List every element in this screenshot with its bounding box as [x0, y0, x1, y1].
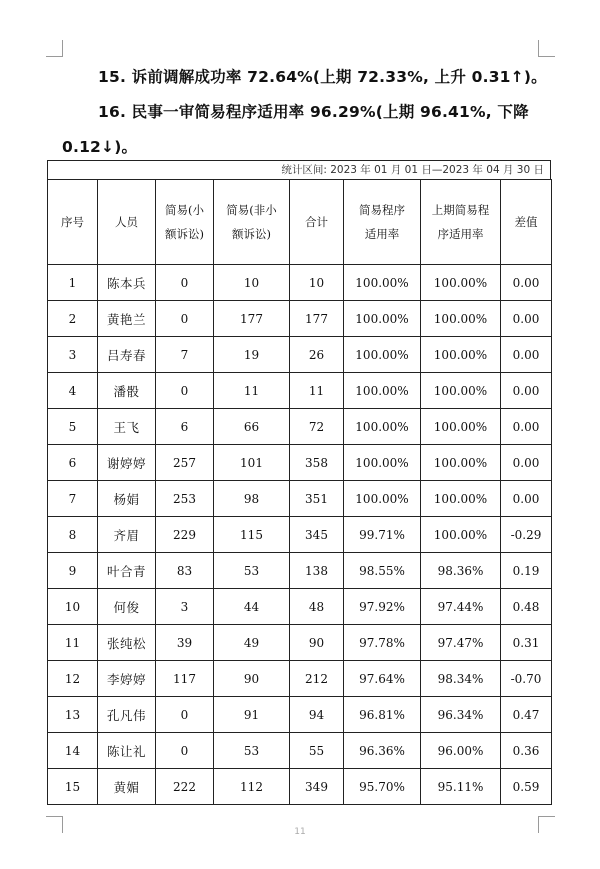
cell-non-small-claims: 44 — [214, 589, 290, 625]
cell-total: 10 — [290, 265, 344, 301]
cell-diff: 0.47 — [501, 697, 552, 733]
cell-diff: 0.00 — [501, 409, 552, 445]
cell-total: 72 — [290, 409, 344, 445]
cell-total: 11 — [290, 373, 344, 409]
cell-non-small-claims: 101 — [214, 445, 290, 481]
cell-non-small-claims: 112 — [214, 769, 290, 805]
cell-small-claims: 253 — [156, 481, 214, 517]
cell-small-claims: 0 — [156, 301, 214, 337]
cell-seq: 6 — [48, 445, 98, 481]
cell-diff: 0.59 — [501, 769, 552, 805]
table-row — [48, 697, 552, 733]
header-prev-rate-line-2: 序适用率 — [437, 227, 484, 241]
cell-prev-rate: 100.00% — [421, 517, 501, 553]
cell-seq: 9 — [48, 553, 98, 589]
header-diff: 差值 — [501, 180, 552, 265]
cell-total: 48 — [290, 589, 344, 625]
cell-prev-rate: 100.00% — [421, 337, 501, 373]
cell-small-claims: 0 — [156, 265, 214, 301]
cell-total: 90 — [290, 625, 344, 661]
header-non-small-claims-line-1: 简易(非小 — [226, 203, 277, 217]
cell-total: 345 — [290, 517, 344, 553]
cell-diff: 0.00 — [501, 481, 552, 517]
table-header-row — [48, 180, 552, 265]
header-person: 人员 — [98, 180, 156, 265]
cell-prev-rate: 95.11% — [421, 769, 501, 805]
cell-seq: 14 — [48, 733, 98, 769]
cell-prev-rate: 100.00% — [421, 445, 501, 481]
cell-non-small-claims: 115 — [214, 517, 290, 553]
crop-mark-top-left — [46, 40, 63, 57]
table-row — [48, 373, 552, 409]
header-rate-line-1: 简易程序 — [359, 203, 405, 217]
cell-rate: 100.00% — [344, 301, 421, 337]
cell-seq: 5 — [48, 409, 98, 445]
cell-seq: 2 — [48, 301, 98, 337]
cell-rate: 97.78% — [344, 625, 421, 661]
cell-total: 138 — [290, 553, 344, 589]
cell-person: 王飞 — [98, 409, 156, 445]
cell-person: 叶合青 — [98, 553, 156, 589]
page-number: 11 — [294, 827, 306, 837]
header-non-small-claims-line-2: 额诉讼) — [232, 227, 271, 241]
cell-diff: 0.19 — [501, 553, 552, 589]
cell-small-claims: 3 — [156, 589, 214, 625]
cell-total: 212 — [290, 661, 344, 697]
cell-rate: 99.71% — [344, 517, 421, 553]
header-total: 合计 — [290, 180, 344, 265]
cell-rate: 100.00% — [344, 265, 421, 301]
cell-diff: 0.00 — [501, 337, 552, 373]
cell-small-claims: 0 — [156, 373, 214, 409]
table-row — [48, 481, 552, 517]
cell-non-small-claims: 91 — [214, 697, 290, 733]
stat-period: 统计区间: 2023 年 01 月 01 日—2023 年 04 月 30 日 — [47, 160, 551, 179]
cell-prev-rate: 96.00% — [421, 733, 501, 769]
cell-small-claims: 222 — [156, 769, 214, 805]
cell-rate: 96.36% — [344, 733, 421, 769]
cell-seq: 3 — [48, 337, 98, 373]
cell-diff: -0.70 — [501, 661, 552, 697]
header-small-claims-line-1: 简易(小 — [165, 203, 204, 217]
cell-rate: 98.55% — [344, 553, 421, 589]
cell-rate: 100.00% — [344, 337, 421, 373]
cell-rate: 100.00% — [344, 409, 421, 445]
cell-small-claims: 7 — [156, 337, 214, 373]
cell-prev-rate: 98.36% — [421, 553, 501, 589]
paragraph-16-line-2: 0.12↓)。 — [62, 138, 138, 156]
cell-total: 26 — [290, 337, 344, 373]
cell-person: 张纯松 — [98, 625, 156, 661]
cell-diff: 0.00 — [501, 301, 552, 337]
cell-diff: 0.00 — [501, 373, 552, 409]
cell-prev-rate: 100.00% — [421, 481, 501, 517]
cell-non-small-claims: 11 — [214, 373, 290, 409]
table-row — [48, 265, 552, 301]
cell-prev-rate: 97.47% — [421, 625, 501, 661]
cell-rate: 95.70% — [344, 769, 421, 805]
cell-prev-rate: 96.34% — [421, 697, 501, 733]
cell-seq: 11 — [48, 625, 98, 661]
table-row — [48, 733, 552, 769]
cell-diff: 0.31 — [501, 625, 552, 661]
header-non-small-claims — [214, 180, 290, 265]
cell-seq: 12 — [48, 661, 98, 697]
cell-small-claims: 0 — [156, 697, 214, 733]
table-row — [48, 301, 552, 337]
cell-prev-rate: 100.00% — [421, 265, 501, 301]
cell-seq: 4 — [48, 373, 98, 409]
cell-total: 177 — [290, 301, 344, 337]
cell-non-small-claims: 53 — [214, 553, 290, 589]
cell-diff: 0.48 — [501, 589, 552, 625]
paragraph-15: 15. 诉前调解成功率 72.64%(上期 72.33%, 上升 0.31↑)。 — [98, 68, 547, 86]
cell-person: 黄媚 — [98, 769, 156, 805]
table-row — [48, 661, 552, 697]
cell-person: 潘骰 — [98, 373, 156, 409]
header-rate-line-2: 适用率 — [364, 227, 400, 241]
cell-person: 杨娟 — [98, 481, 156, 517]
cell-rate: 97.92% — [344, 589, 421, 625]
statistics-table — [47, 179, 552, 805]
cell-total: 358 — [290, 445, 344, 481]
cell-prev-rate: 100.00% — [421, 301, 501, 337]
cell-rate: 97.64% — [344, 661, 421, 697]
cell-diff: -0.29 — [501, 517, 552, 553]
table-row — [48, 625, 552, 661]
cell-non-small-claims: 49 — [214, 625, 290, 661]
cell-rate: 100.00% — [344, 481, 421, 517]
cell-total: 55 — [290, 733, 344, 769]
cell-rate: 100.00% — [344, 373, 421, 409]
cell-person: 陈让礼 — [98, 733, 156, 769]
cell-seq: 7 — [48, 481, 98, 517]
cell-diff: 0.00 — [501, 445, 552, 481]
cell-rate: 100.00% — [344, 445, 421, 481]
cell-person: 齐眉 — [98, 517, 156, 553]
cell-person: 何俊 — [98, 589, 156, 625]
cell-rate: 96.81% — [344, 697, 421, 733]
table-row — [48, 337, 552, 373]
cell-person: 吕寿春 — [98, 337, 156, 373]
table-row — [48, 445, 552, 481]
cell-small-claims: 257 — [156, 445, 214, 481]
table-row — [48, 517, 552, 553]
cell-non-small-claims: 53 — [214, 733, 290, 769]
cell-person: 黄艳兰 — [98, 301, 156, 337]
cell-total: 351 — [290, 481, 344, 517]
cell-person: 李婷婷 — [98, 661, 156, 697]
header-prev-rate — [421, 180, 501, 265]
cell-prev-rate: 97.44% — [421, 589, 501, 625]
table-row — [48, 769, 552, 805]
cell-small-claims: 83 — [156, 553, 214, 589]
cell-prev-rate: 100.00% — [421, 373, 501, 409]
cell-small-claims: 6 — [156, 409, 214, 445]
cell-small-claims: 39 — [156, 625, 214, 661]
paragraph-16-line-1: 16. 民事一审简易程序适用率 96.29%(上期 96.41%, 下降 — [98, 103, 529, 121]
cell-small-claims: 229 — [156, 517, 214, 553]
crop-mark-top-right — [538, 40, 555, 57]
header-small-claims-line-2: 额诉讼) — [165, 227, 204, 241]
cell-seq: 1 — [48, 265, 98, 301]
header-rate — [344, 180, 421, 265]
table-row — [48, 553, 552, 589]
table-row — [48, 409, 552, 445]
cell-seq: 15 — [48, 769, 98, 805]
cell-seq: 10 — [48, 589, 98, 625]
cell-prev-rate: 100.00% — [421, 409, 501, 445]
cell-person: 陈本兵 — [98, 265, 156, 301]
header-small-claims — [156, 180, 214, 265]
cell-seq: 8 — [48, 517, 98, 553]
cell-prev-rate: 98.34% — [421, 661, 501, 697]
header-prev-rate-line-1: 上期简易程 — [431, 203, 490, 217]
cell-small-claims: 0 — [156, 733, 214, 769]
cell-non-small-claims: 10 — [214, 265, 290, 301]
table-row — [48, 589, 552, 625]
cell-total: 94 — [290, 697, 344, 733]
cell-non-small-claims: 19 — [214, 337, 290, 373]
cell-diff: 0.36 — [501, 733, 552, 769]
cell-small-claims: 117 — [156, 661, 214, 697]
cell-non-small-claims: 98 — [214, 481, 290, 517]
cell-person: 谢婷婷 — [98, 445, 156, 481]
cell-person: 孔凡伟 — [98, 697, 156, 733]
cell-total: 349 — [290, 769, 344, 805]
header-seq: 序号 — [48, 180, 98, 265]
cell-non-small-claims: 177 — [214, 301, 290, 337]
cell-diff: 0.00 — [501, 265, 552, 301]
cell-non-small-claims: 90 — [214, 661, 290, 697]
cell-seq: 13 — [48, 697, 98, 733]
cell-non-small-claims: 66 — [214, 409, 290, 445]
